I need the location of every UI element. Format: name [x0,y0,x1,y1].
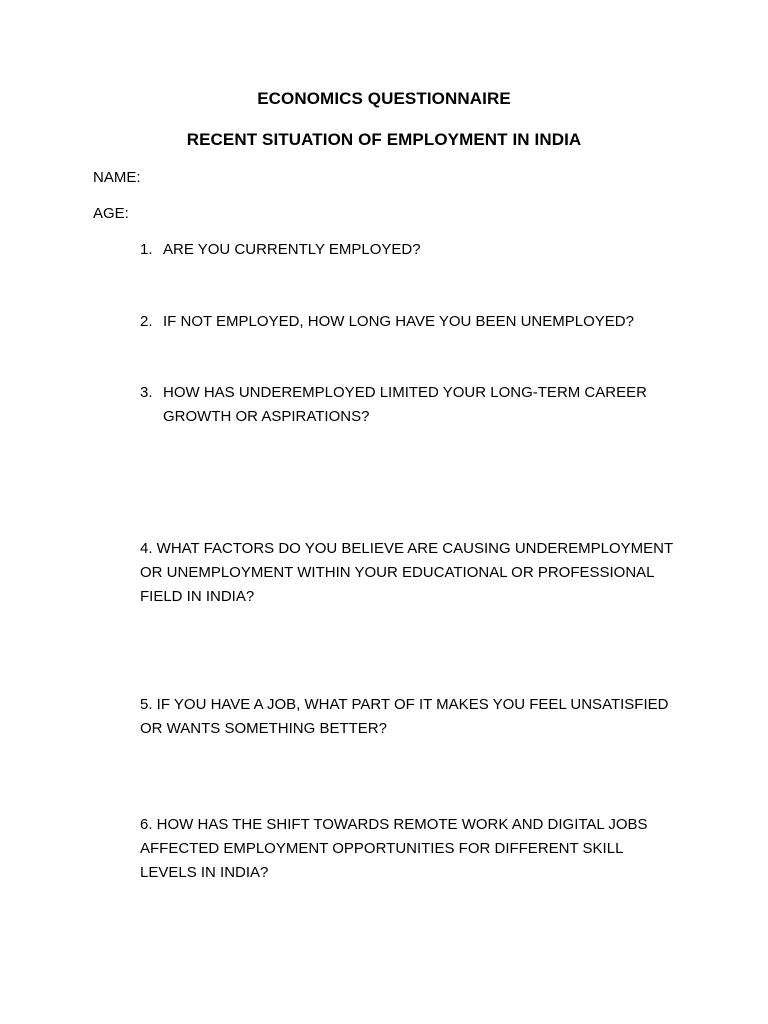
question-6-text: 6. HOW HAS THE SHIFT TOWARDS REMOTE WORK AND DIGITAL JOBS AFFECTED EMPLOYMENT OPPORTUNITIES FOR DIFFERENT SKILL LEVELS IN INDIA? [140,816,648,881]
question-3-number: 3. [140,384,153,401]
document-subtitle: RECENT SITUATION OF EMPLOYMENT IN INDIA [186,130,582,149]
question-1-number: 1. [140,241,153,258]
question-2-number: 2. [140,313,153,330]
document-title: ECONOMICS QUESTIONNAIRE [257,89,511,108]
question-1-text: ARE YOU CURRENTLY EMPLOYED? [163,241,421,258]
name-field-label: NAME: [93,169,141,186]
question-5-text: 5. IF YOU HAVE A JOB, WHAT PART OF IT MAKES YOU FEEL UNSATISFIED OR WANTS SOMETHING BETTER? [140,696,669,737]
question-4-text: 4. WHAT FACTORS DO YOU BELIEVE ARE CAUSING UNDEREMPLOYMENT OR UNEMPLOYMENT WITHIN YOUR EDUCATIONAL OR PROFESSIONAL FIELD IN INDIA? [140,540,673,605]
question-3-text: HOW HAS UNDEREMPLOYED LIMITED YOUR LONG-TERM CAREER GROWTH OR ASPIRATIONS? [163,384,647,425]
question-2-text: IF NOT EMPLOYED, HOW LONG HAVE YOU BEEN UNEMPLOYED? [163,313,634,330]
age-field-label: AGE: [93,205,129,222]
